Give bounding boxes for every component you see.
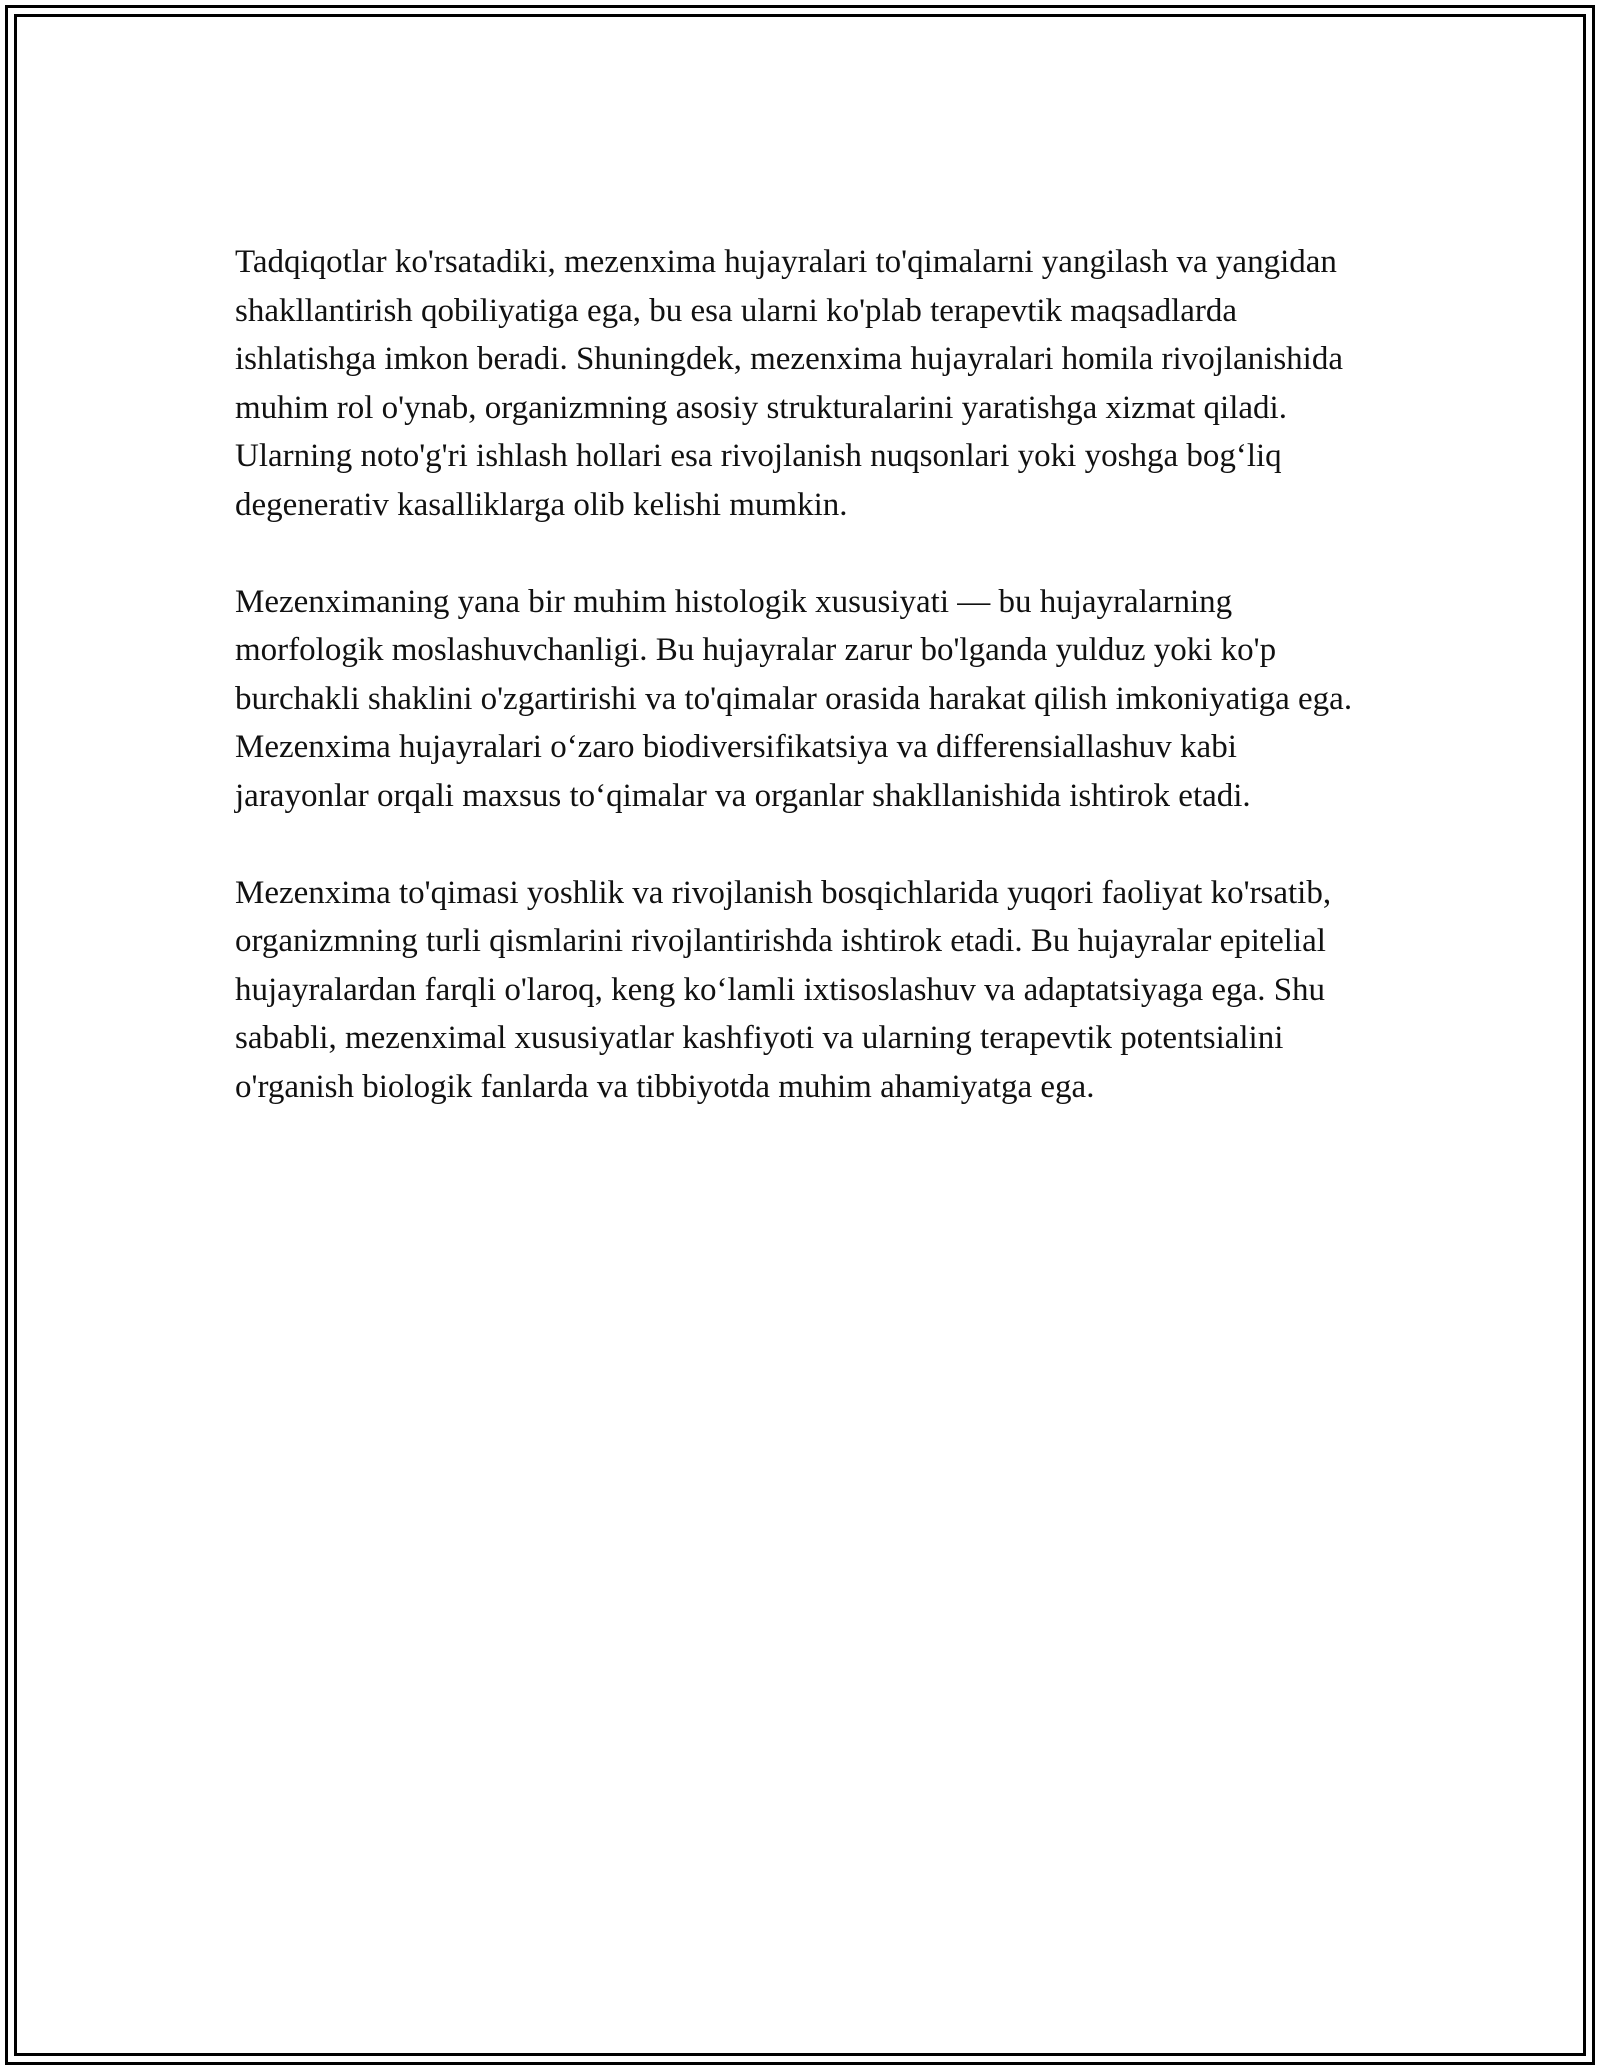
paragraph-2: Mezenximaning yana bir muhim histologik xususiyati — bu hujayralarning morfologik moslashuvchanligi. Bu hujayralar zarur bo'lganda yulduz yoki ko'p burchakli shaklini o'zgartirishi va to'qimalar orasida harakat qilish imkoniyatiga ega. Mezenxima hujayralari o‘zaro biodiversifikatsiya va differensiallashuv kabi jarayonlar orqali maxsus to‘qimalar va organlar shakllanishida ishtirok etadi. [235, 583, 1353, 814]
paragraph-3: Mezenxima to'qimasi yoshlik va rivojlanish bosqichlarida yuqori faoliyat ko'rsatib, organizmning turli qismlarini rivojlantirishda ishtirok etadi. Bu hujayralar epitelial hujayralardan farqli o'laroq, keng ko‘lamli ixtisoslashuv va adaptatsiyaga ega. Shu sababli, mezenximal xususiyatlar kashfiyoti va ularning terapevtik potentsialini o'rganish biologik fanlarda va tibbiyotda muhim ahamiyatga ega. [235, 874, 1332, 1105]
paragraph-1: Tadqiqotlar ko'rsatadiki, mezenxima hujayralari to'qimalarni yangilash va yangidan shakllantirish qobiliyatiga ega, bu esa ularni ko'plab terapevtik maqsadlarda ishlatishga imkon beradi. Shuningdek, mezenxima hujayralari homila rivojlanishida muhim rol o'ynab, organizmning asosiy strukturalarini yaratishga xizmat qiladi. Ularning noto'g'ri ishlash hollari esa rivojlanish nuqsonlari yoki yoshga bog‘liq degenerativ kasalliklarga olib kelishi mumkin. [235, 244, 1343, 523]
document-body [235, 238, 1365, 1160]
